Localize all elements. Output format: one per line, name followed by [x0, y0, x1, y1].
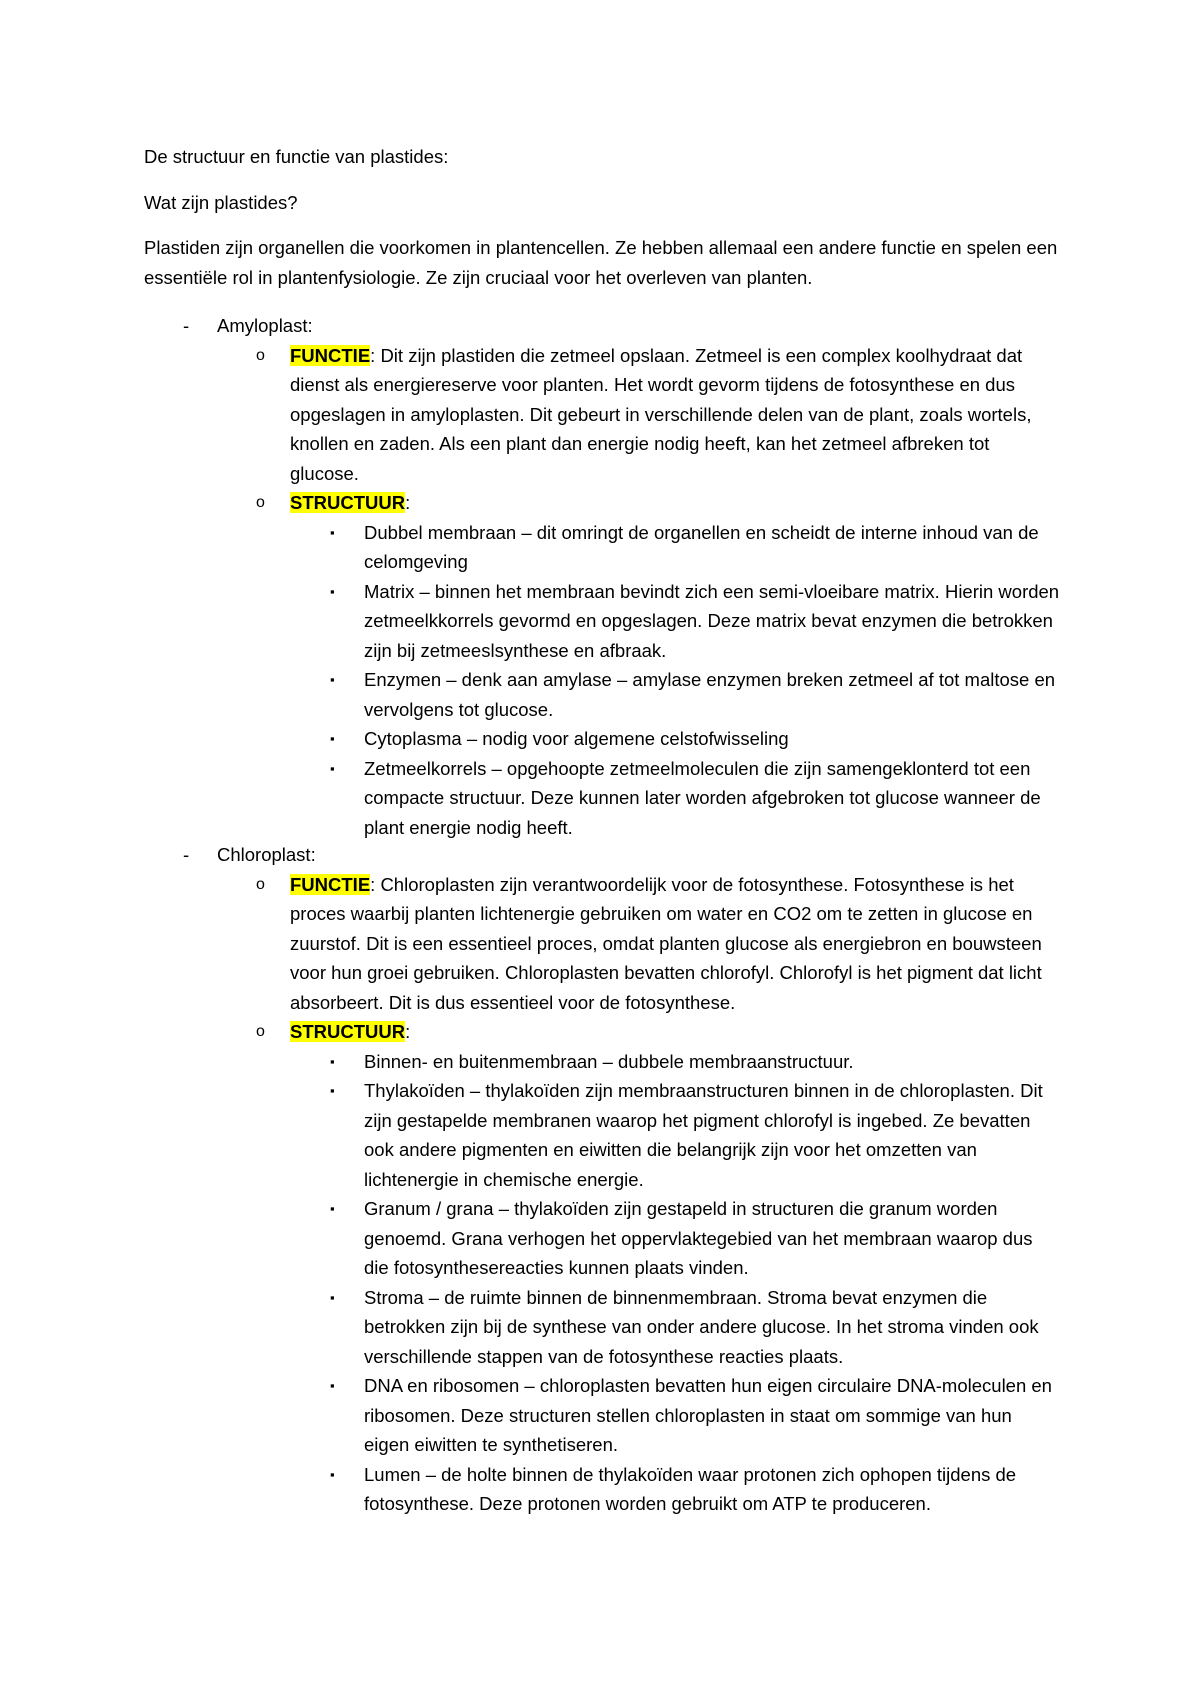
square-bullet: ▪ [330, 672, 335, 687]
functie-highlight: FUNCTIE [290, 873, 371, 895]
dash-bullet: - [183, 844, 190, 865]
structuur-highlight: STRUCTUUR [290, 492, 406, 513]
circle-bullet: o [256, 875, 265, 893]
amyloplast-structuur [0, 488, 1060, 842]
amyloplast-structure-list [0, 518, 1060, 843]
list-item-text: Matrix – binnen het membraan bevindt zich een semi-vloeibare matrix. Hierin worden zetmeelkkorrels gevormd en opgeslagen. Deze matrix bevat enzymen die betrokken zijn bij zetmeeslsynthese en afbraak. [364, 580, 1060, 661]
square-bullet: ▪ [330, 1289, 335, 1305]
amyloplast-label: Amyloplast: [217, 315, 313, 336]
document-title: De structuur en functie van plastides: [144, 146, 449, 167]
chloroplast-sublist [0, 870, 1200, 1519]
list-item [0, 518, 1060, 577]
list-item-text: Binnen- en buitenmembraan – dubbele membraanstructuur. [364, 1050, 854, 1072]
list-item-text: Granum / grana – thylakoïden zijn gestapeld in structuren die granum worden genoemd. Grana verhogen het oppervlaktegebied van het membraan waarop dus die fotosynthesereacties kunnen plaats vinden. [364, 1198, 1033, 1278]
amyloplast-functie [0, 341, 1060, 489]
circle-bullet: o [256, 346, 265, 364]
list-item-text: Dubbel membraan – dit omringt de organellen en scheidt de interne inhoud van de celomgeving [364, 521, 1039, 572]
list-item [0, 724, 1060, 754]
list-item-text: Zetmeelkorrels – opgehoopte zetmeelmoleculen die zijn samengeklonterd tot een compacte structuur. Deze kunnen later worden afgebroken tot glucose wanneer de plant energie nodig heeft. [364, 757, 1041, 838]
circle-bullet: o [256, 1023, 265, 1040]
list-item-text: Lumen – de holte binnen de thylakoïden waar protonen zich ophopen tijdens de fotosynthese. Deze protonen worden gebruikt om ATP te produceren. [364, 1463, 1017, 1514]
list-item-text: Cytoplasma – nodig voor algemene celstofwisseling [364, 728, 789, 749]
list-item [0, 1283, 1060, 1372]
square-bullet: ▪ [330, 1466, 335, 1482]
amyloplast-heading [0, 311, 1200, 341]
structuur-colon: : [405, 1021, 411, 1042]
square-bullet: ▪ [330, 524, 335, 540]
list-item [0, 577, 1060, 666]
list-item-text: Enzymen – denk aan amylase – amylase enzymen breken zetmeel af tot maltose en vervolgens tot glucose. [364, 669, 1056, 720]
functie-text: : Dit zijn plastiden die zetmeel opslaan. Zetmeel is een complex koolhydraat dat dienst als energiereserve voor planten. Het wordt gevorm tijdens de fotosynthese en dus opgeslagen in amyloplasten. Dit gebeurt in verschillende delen van de plant, zoals wortels, knollen en zaden. Als een plant dan energie nodig heeft, kan het zetmeel afbreken tot glucose. [290, 344, 1032, 484]
functie-highlight: FUNCTIE [290, 344, 371, 366]
question-heading: Wat zijn plastides? [144, 192, 298, 213]
structuur-highlight: STRUCTUUR [290, 1021, 406, 1042]
list-item [0, 1194, 1060, 1283]
square-bullet: ▪ [330, 760, 335, 776]
chloroplast-label: Chloroplast: [217, 844, 316, 865]
list-item-text: Stroma – de ruimte binnen de binnenmembraan. Stroma bevat enzymen die betrokken zijn bij de synthese van onder andere glucose. In het stroma vinden ook verschillende stappen van de fotosynthese reacties plaats. [364, 1286, 1039, 1367]
list-item [0, 1460, 1060, 1519]
intro-paragraph: Plastiden zijn organellen die voorkomen in plantencellen. Ze hebben allemaal een andere functie en spelen een essentiële rol in plantenfysiologie. Ze zijn cruciaal voor het overleven van planten. [144, 237, 1058, 288]
circle-bullet: o [256, 494, 265, 511]
amyloplast-section [0, 311, 1200, 842]
square-bullet: ▪ [330, 1053, 335, 1069]
list-item [0, 665, 1060, 724]
square-bullet: ▪ [330, 583, 335, 599]
chloroplast-functie [0, 870, 1060, 1018]
list-item [0, 1371, 1060, 1460]
chloroplast-structure-list [0, 1047, 1060, 1519]
chloroplast-heading [0, 840, 1200, 870]
list-item [0, 1076, 1060, 1194]
list-item [0, 754, 1060, 843]
functie-text: : Chloroplasten zijn verantwoordelijk voor de fotosynthese. Fotosynthese is het proces waarbij planten lichtenergie gebruiken om water en CO2 om te zetten in glucose en zuurstof. Dit is een essentieel proces, omdat planten glucose als energiebron en bouwsteen voor hun groei gebruiken. Chloroplasten bevatten chlorofyl. Chlorofyl is het pigment dat licht absorbeert. Dit is dus essentieel voor de fotosynthese. [290, 873, 1042, 1013]
amyloplast-sublist [0, 341, 1200, 843]
square-bullet: ▪ [330, 731, 335, 746]
structuur-colon: : [405, 492, 411, 513]
square-bullet: ▪ [330, 1083, 335, 1098]
chloroplast-structuur [0, 1017, 1060, 1519]
dash-bullet: - [183, 315, 190, 336]
chloroplast-section [0, 840, 1200, 1519]
list-item [0, 1047, 1060, 1077]
square-bullet: ▪ [330, 1201, 335, 1216]
list-item-text: Thylakoïden – thylakoïden zijn membraanstructuren binnen in de chloroplasten. Dit zijn gestapelde membranen waarop het pigment chlorofyl is ingebed. Ze bevatten ook andere pigmenten en eiwitten die belangrijk zijn voor het omzetten van lichtenergie in chemische energie. [364, 1080, 1043, 1190]
list-item-text: DNA en ribosomen – chloroplasten bevatten hun eigen circulaire DNA-moleculen en ribosomen. Deze structuren stellen chloroplasten in staat om sommige van hun eigen eiwitten te synthetiseren. [364, 1375, 1052, 1455]
square-bullet: ▪ [330, 1378, 335, 1393]
